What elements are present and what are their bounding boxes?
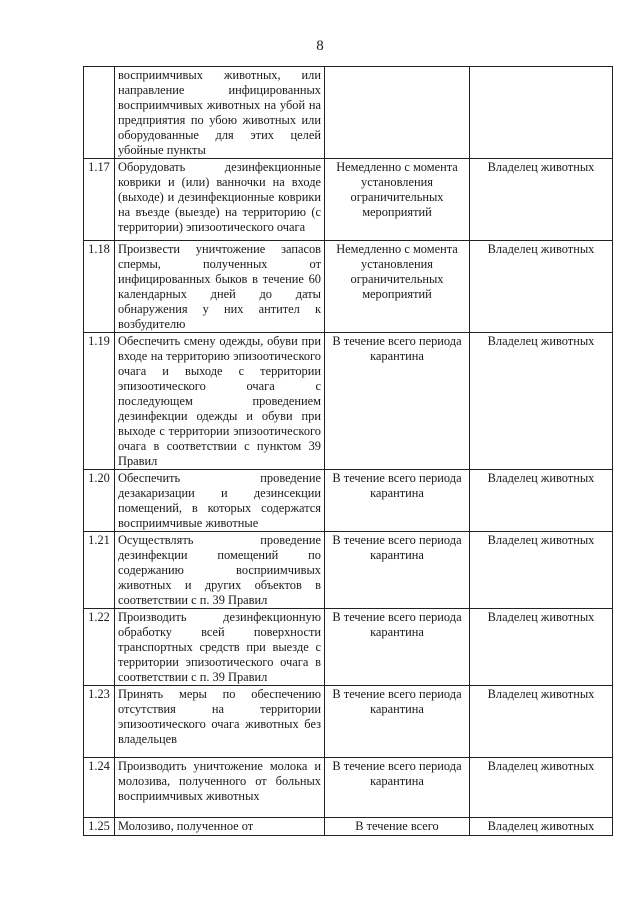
row-term: В течение всего периода карантина (325, 609, 470, 686)
row-responsible: Владелец животных (470, 758, 613, 818)
row-number: 1.21 (84, 532, 115, 609)
row-responsible: Владелец животных (470, 241, 613, 333)
row-action: Обеспечить проведение дезакаризации и дезинсекции помещений, в которых содержатся восприимчивые животные (115, 470, 325, 532)
row-term: Немедленно с момента установления ограничительных мероприятий (325, 241, 470, 333)
table-row (84, 818, 613, 836)
row-term: В течение всего (325, 818, 470, 836)
row-number: 1.25 (84, 818, 115, 836)
row-responsible: Владелец животных (470, 470, 613, 532)
row-number (84, 67, 115, 159)
measures-table (83, 66, 613, 836)
row-action: Молозиво, полученное от (115, 818, 325, 836)
row-number: 1.24 (84, 758, 115, 818)
table-row (84, 686, 613, 758)
row-action: Производить уничтожение молока и молозива, полученного от больных восприимчивых животных (115, 758, 325, 818)
row-action: Осуществлять проведение дезинфекции помещений по содержанию восприимчивых животных и других объектов в соответствии с п. 39 Правил (115, 532, 325, 609)
row-number: 1.19 (84, 333, 115, 470)
row-term (325, 67, 470, 159)
row-action: Производить дезинфекционную обработку всей поверхности транспортных средств при выезде с территории эпизоотического очага в соответствии с п. 39 Правил (115, 609, 325, 686)
row-action: Оборудовать дезинфекционные коврики и (или) ванночки на входе (выходе) и дезинфекционные коврики на въезде (выезде) на территорию (с территории) эпизоотического очага (115, 159, 325, 241)
table-row (84, 241, 613, 333)
row-number: 1.23 (84, 686, 115, 758)
row-responsible: Владелец животных (470, 333, 613, 470)
row-responsible (470, 67, 613, 159)
page-number: 8 (316, 38, 324, 54)
table-row (84, 609, 613, 686)
row-responsible: Владелец животных (470, 686, 613, 758)
table-row (84, 333, 613, 470)
row-number: 1.18 (84, 241, 115, 333)
table-row (84, 67, 613, 159)
row-action: Обеспечить смену одежды, обуви при входе на территорию эпизоотического очага и выходе с территории эпизоотического очага с последующем проведением дезинфекции одежды и обуви при выходе с территории эпизоотического очага в соответствии с пунктом 39 Правил (115, 333, 325, 470)
table-row (84, 470, 613, 532)
row-responsible: Владелец животных (470, 159, 613, 241)
row-term: В течение всего периода карантина (325, 470, 470, 532)
row-term: В течение всего периода карантина (325, 686, 470, 758)
table-row (84, 758, 613, 818)
row-term: В течение всего периода карантина (325, 758, 470, 818)
row-responsible: Владелец животных (470, 532, 613, 609)
row-term: Немедленно с момента установления ограничительных мероприятий (325, 159, 470, 241)
table-row (84, 159, 613, 241)
row-number: 1.17 (84, 159, 115, 241)
table-row (84, 532, 613, 609)
table-body (84, 67, 613, 836)
row-action: Произвести уничтожение запасов спермы, полученных от инфицированных быков в течение 60 календарных дней до даты обнаружения у них антител к возбудителю (115, 241, 325, 333)
row-term: В течение всего периода карантина (325, 333, 470, 470)
row-action: восприимчивых животных, или направление инфицированных восприимчивых животных на убой на предприятия по убою животных или оборудованные для этих целей убойные пункты (115, 67, 325, 159)
row-number: 1.20 (84, 470, 115, 532)
row-action: Принять меры по обеспечению отсутствия на территории эпизоотического очага животных без владельцев (115, 686, 325, 758)
row-term: В течение всего периода карантина (325, 532, 470, 609)
row-responsible: Владелец животных (470, 818, 613, 836)
row-number: 1.22 (84, 609, 115, 686)
row-responsible: Владелец животных (470, 609, 613, 686)
